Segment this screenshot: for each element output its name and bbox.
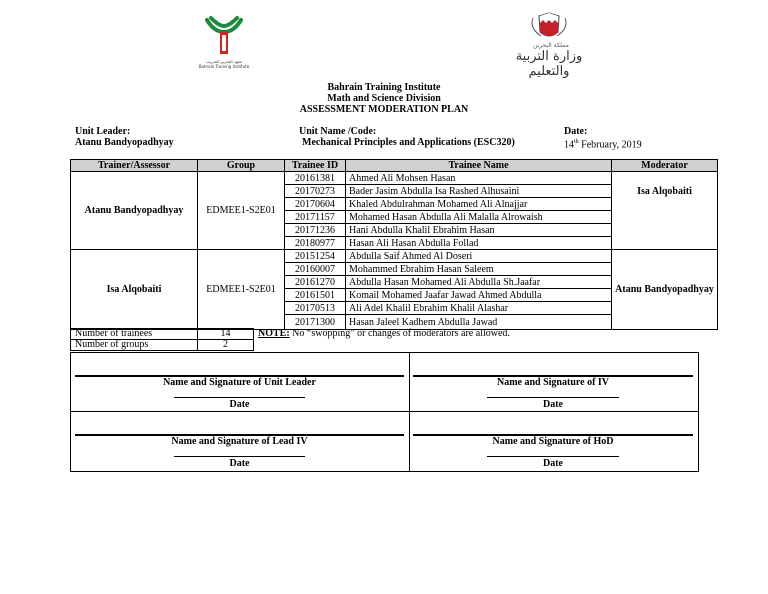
bti-logo-caption-ar: معهد البحرين للتدريب [206,59,242,64]
header-line-1: Bahrain Training Institute [327,82,441,93]
iv-sig-label: Name and Signature of IV [496,377,610,388]
date-rest: February, 2019 [578,139,642,151]
trainee-name: Khaled Abdulrahman Mohamed Ali Alnajjar [346,198,612,211]
date-line [487,456,619,457]
trainee-name: Hani Abdulla Khalil Ebrahim Hasan [346,224,612,237]
moderation-table [70,159,718,330]
lead-iv-date-label: Date [229,458,250,469]
trainee-id: 20171157 [285,211,346,224]
unit-leader-label: Unit Leader: [75,126,131,137]
groups-count-value: 2 [198,340,254,351]
ministry-logo [503,12,595,79]
lead-iv-sig-label: Name and Signature of Lead IV [171,436,308,447]
col-header-moderator: Moderator [612,160,718,172]
date-line [487,397,619,398]
bti-logo-icon [193,14,255,60]
trainee-id: 20170273 [285,185,346,198]
bti-logo [193,14,255,70]
trainee-id: 20160007 [285,263,346,276]
trainee-name: Ali Adel Khalil Ebrahim Khalil Alashar [346,302,612,315]
trainee-id: 20161381 [285,172,346,185]
date-day: 14 [564,139,574,151]
date-value [564,137,642,150]
date-suffix: th [574,139,579,145]
unit-leader-value: Atanu Bandyopadhyay [75,137,174,148]
moderator-cell: Isa Alqobaiti [612,172,718,211]
col-header-trainee-name: Trainee Name [346,160,612,172]
trainee-id: 20151254 [285,250,346,263]
header-line-2: Math and Science Division [327,93,441,104]
col-header-trainee-id: Trainee ID [285,160,346,172]
note-text [258,328,510,339]
table-row [71,172,718,185]
trainee-name: Abdulla Hasan Mohamed Ali Abdulla Sh.Jaafar [346,276,612,289]
note-label: NOTE: [258,328,290,339]
trainee-name: Bader Jasim Abdulla Isa Rashed Alhusaini [346,185,612,198]
trainee-id: 20161501 [285,289,346,302]
date-line [174,397,305,398]
group-cell: EDMEE1-S2E01 [198,172,285,250]
ministry-caption-small: مملكة البحرين [533,42,569,49]
trainees-count-label: Number of trainees [71,329,198,340]
trainees-count-value: 14 [198,329,254,340]
table-row [71,250,718,263]
header-title: ASSESSMENT MODERATION PLAN [299,104,469,115]
date-label: Date: [564,126,588,137]
counts-table [70,328,254,351]
trainee-id: 20171300 [285,315,346,330]
trainee-name: Ahmed Ali Mohsen Hasan [346,172,612,185]
date-line [174,456,305,457]
hod-sig-label: Name and Signature of HoD [492,436,614,447]
col-header-trainer: Trainer/Assessor [71,160,198,172]
trainer-cell: Isa Alqobaiti [71,250,198,330]
trainee-name: Hasan Ali Hasan Abdulla Follad [346,237,612,250]
table-header-row [71,160,718,172]
trainee-name: Abdulla Saif Ahmed Al Doseri [346,250,612,263]
trainee-name: Hasan Jaleel Kadhem Abdulla Jawad [346,315,612,330]
count-row-groups [71,340,254,351]
hod-date-label: Date [543,458,563,469]
trainee-name: Komail Mohamed Jaafar Jawad Ahmed Abdulla [346,289,612,302]
unit-name-label: Unit Name /Code: [299,126,377,137]
iv-date-label: Date [543,399,563,410]
ministry-caption-large: وزارة التربية والتعليم [515,49,583,79]
count-row-trainees [71,329,254,340]
trainee-name: Mohamed Hasan Abdulla Ali Malalla Alrowaish [346,211,612,224]
trainee-id: 20170513 [285,302,346,315]
moderator-cell: Atanu Bandyopadhyay [612,250,718,330]
bti-logo-caption-en: Bahrain Training Institute [198,64,250,69]
trainee-name: Mohammed Ebrahim Hasan Saleem [346,263,612,276]
trainee-id: 20171236 [285,224,346,237]
trainee-id: 20180977 [285,237,346,250]
ministry-emblem-icon [503,12,595,46]
group-cell: EDMEE1-S2E01 [198,250,285,330]
trainee-id: 20161270 [285,276,346,289]
col-header-group: Group [198,160,285,172]
unit-name-value: Mechanical Principles and Applications (ESC320) [302,137,515,148]
moderator-cell-empty [612,211,718,250]
groups-count-label: Number of groups [71,340,198,351]
trainee-id: 20170604 [285,198,346,211]
unit-leader-sig-label: Name and Signature of Unit Leader [163,377,316,388]
trainer-cell: Atanu Bandyopadhyay [71,172,198,250]
note-body: No “swopping” or changes of moderators are allowed. [289,328,510,339]
unit-leader-date-label: Date [229,399,250,410]
